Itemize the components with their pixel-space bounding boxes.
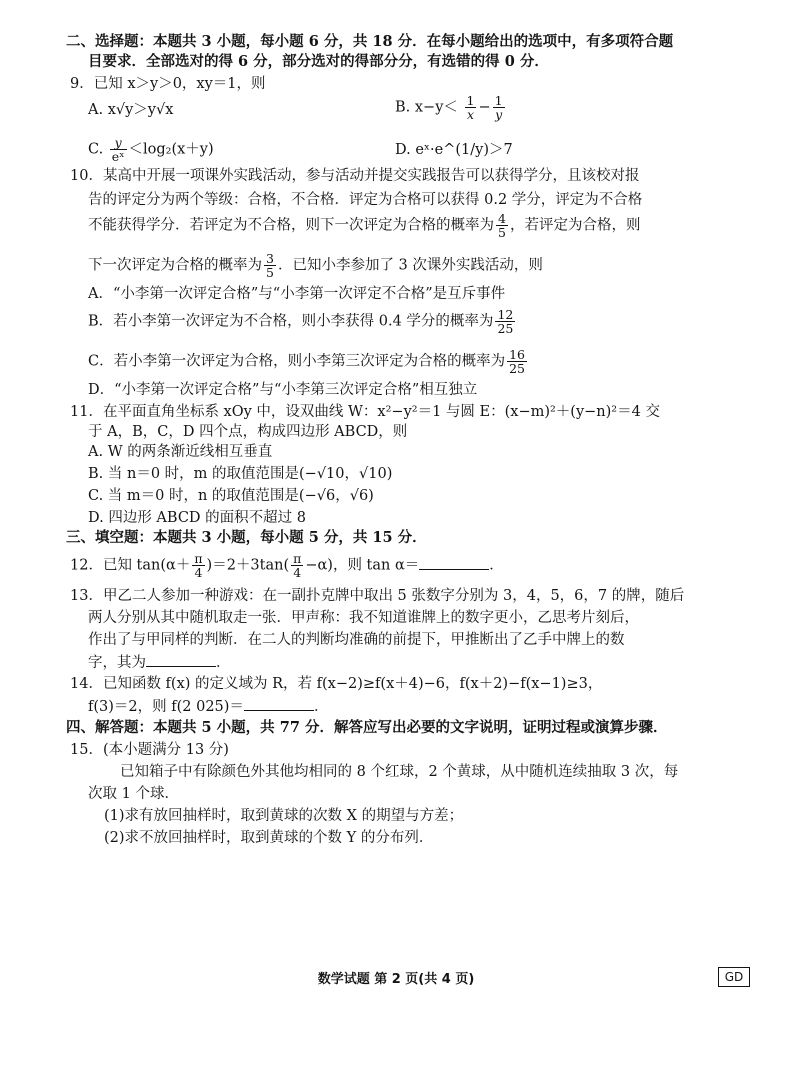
section-2-line2: 目要求．全部选对的得 6 分，部分选对的得部分分，有选错的得 0 分． (88, 53, 549, 70)
q10-line4: 下一次评定为合格的概率为 $\frac{3}{5}$ ．已知小李参加了 3 次课外实践活动，则 (88, 251, 543, 280)
q11-option-a: A. W 的两条渐近线相互垂直 (88, 444, 273, 460)
section-2-line1: 二、选择题：本题共 3 小题，每小题 6 分，共 18 分．在每小题给出的选项中，有多项符合题 (66, 33, 674, 50)
fraction-1-over-y: $\frac{1}{y}$ (494, 93, 503, 122)
q9-option-c: C. $\frac{y}{\text{eˣ}}$ ＜log₂(x＋y) (88, 135, 214, 164)
q13-answer-blank[interactable] (146, 652, 216, 667)
fraction-12-25: $\frac{12}{25}$ (497, 307, 514, 336)
q9-option-b: B. x−y＜ $\frac{1}{x}$ − $\frac{1}{y}$ (395, 93, 503, 122)
gd-badge: GD (718, 967, 750, 987)
q14-line2: f(3)＝2，则 f(2 025)＝ ． (88, 696, 328, 717)
q11-option-c: C. 当 m＝0 时，n 的取值范围是(−√6，√6) (88, 488, 374, 504)
q10-option-d: D．“小李第一次评定合格”与“小李第三次评定合格”相互独立 (88, 382, 478, 398)
fraction-1-over-x: $\frac{1}{x}$ (466, 93, 475, 122)
q12-line: 12．已知 tan(α＋ $\frac{\pi}{4}$ )＝2＋3tan( $\frac{\pi}{4}$ −α)，则 tan α＝ ． (70, 551, 504, 580)
q9-stem: 9．已知 x＞y＞0，xy＝1，则 (70, 76, 266, 92)
q11-option-d: D. 四边形 ABCD 的面积不超过 8 (88, 510, 306, 526)
q15-line1: 已知箱子中有除颜色外其他均相同的 8 个红球，2 个黄球，从中随机连续抽取 3 次，每 (120, 764, 679, 780)
fraction-3-5: $\frac{3}{5}$ (266, 251, 274, 280)
q13-line1: 13．甲乙二人参加一种游戏：在一副扑克牌中取出 5 张数字分别为 3，4，5，6，7 的牌，随后 (70, 588, 685, 604)
q10-line1: 10．某高中开展一项课外实践活动，参与活动并提交实践报告可以获得学分，且该校对报 (70, 168, 640, 184)
section-3-header: 三、填空题：本题共 3 小题，每小题 5 分，共 15 分． (66, 529, 427, 546)
q13-line3: 作出了与甲同样的判断．在二人的判断均准确的前提下，甲推断出了乙手中牌上的数 (88, 632, 625, 648)
q14-line1: 14．已知函数 f(x) 的定义域为 R，若 f(x−2)≥f(x＋4)−6，f(x＋2)−f(x−1)≥3， (70, 676, 603, 692)
q15-line2: 次取 1 个球． (88, 786, 179, 802)
q9-option-d: D. eˣ·e^(1/y)＞7 (395, 142, 513, 158)
q15-part1: (1)求有放回抽样时，取到黄球的次数 X 的期望与方差； (104, 808, 464, 824)
q15-part2: (2)求不放回抽样时，取到黄球的个数 Y 的分布列． (104, 830, 434, 846)
q10-option-b: B．若小李第一次评定为不合格，则小李获得 0.4 学分的概率为 $\frac{12}{25}$ (88, 307, 514, 336)
q11-line2: 于 A，B，C，D 四个点，构成四边形 ABCD，则 (88, 424, 408, 440)
q11-option-b: B. 当 n＝0 时，m 的取值范围是(−√10，√10) (88, 466, 393, 482)
fraction-pi-4: $\frac{\pi}{4}$ (194, 551, 203, 580)
q11-line1: 11．在平面直角坐标系 xOy 中，设双曲线 W：x²−y²＝1 与圆 E：(x−m)²＋(y−n)²＝4 交 (70, 404, 660, 420)
page-footer: 数学试题 第 2 页(共 4 页) (317, 972, 475, 987)
q10-option-c: C．若小李第一次评定为合格，则小李第三次评定为合格的概率为 $\frac{16}{25}$ (88, 347, 525, 376)
q13-line2: 两人分别从其中随机取走一张．甲声称：我不知道谁牌上的数字更小，乙思考片刻后， (88, 610, 639, 626)
fraction-y-over-ex: $\frac{y}{\text{eˣ}}$ (111, 135, 125, 164)
q10-option-a: A．“小李第一次评定合格”与“小李第一次评定不合格”是互斥事件 (88, 286, 506, 302)
fraction-16-25: $\frac{16}{25}$ (509, 347, 525, 376)
fraction-pi-4-b: $\frac{\pi}{4}$ (293, 551, 302, 580)
q10-line3: 不能获得学分．若评定为不合格，则下一次评定为合格的概率为 $\frac{4}{5}$ ，若评定为合格，则 (88, 211, 641, 240)
q9-option-b-pre: B. x−y＜ (395, 99, 458, 116)
section-4-header: 四、解答题：本题共 5 小题，共 77 分．解答应写出必要的文字说明，证明过程或演算步骤． (66, 719, 668, 736)
q12-answer-blank[interactable] (419, 555, 489, 570)
fraction-4-5: $\frac{4}{5}$ (498, 211, 506, 240)
q10-line2: 告的评定分为两个等级：合格，不合格．评定为合格可以获得 0.2 学分，评定为不合格 (88, 192, 643, 208)
q14-answer-blank[interactable] (244, 696, 314, 711)
q9-option-a: A. x√y＞y√x (88, 102, 174, 118)
q15-header: 15．(本小题满分 13 分) (70, 742, 229, 758)
q13-line4: 字，其为 ． (88, 652, 231, 673)
